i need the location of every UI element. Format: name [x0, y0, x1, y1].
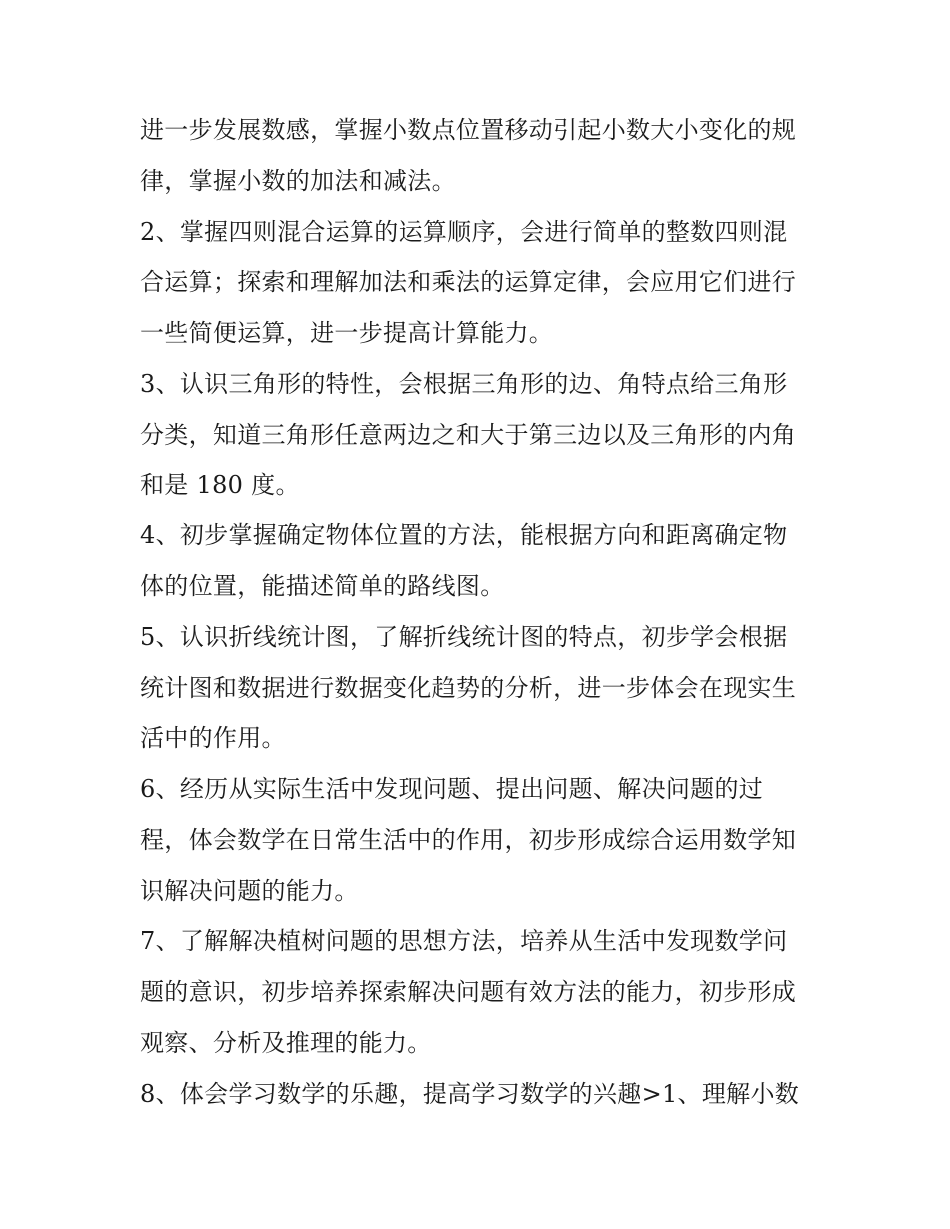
text-line-13: 活中的作用。: [140, 724, 286, 752]
text-line-2: 律，掌握小数的加法和减法。: [140, 167, 456, 195]
text-line-19: 观察、分析及推理的能力。: [140, 1029, 432, 1057]
text-line-16: 识解决问题的能力。: [140, 877, 359, 905]
text-line-3: 2、掌握四则混合运算的运算顺序，会进行简单的整数四则混: [140, 218, 788, 246]
text-line-11: 5、认识折线统计图，了解折线统计图的特点，初步学会根据: [140, 623, 788, 651]
text-line-12: 统计图和数据进行数据变化趋势的分析，进一步体会在现实生: [140, 674, 797, 702]
text-line-9: 4、初步掌握确定物体位置的方法，能根据方向和距离确定物: [140, 521, 788, 549]
text-line-6: 3、认识三角形的特性，会根据三角形的边、角特点给三角形: [140, 370, 788, 398]
text-line-14: 6、经历从实际生活中发现问题、提出问题、解决问题的过: [140, 775, 764, 803]
text-line-10: 体的位置，能描述简单的路线图。: [140, 572, 505, 600]
text-line-7: 分类，知道三角形任意两边之和大于第三边以及三角形的内角: [140, 421, 797, 449]
text-line-8: 和是 180 度。: [140, 471, 300, 499]
text-line-17: 7、了解解决植树问题的思想方法，培养从生活中发现数学问: [140, 927, 788, 955]
text-line-5: 一些简便运算，进一步提高计算能力。: [140, 319, 554, 347]
text-line-18: 题的意识，初步培养探索解决问题有效方法的能力，初步形成: [140, 978, 797, 1006]
text-line-4: 合运算；探索和理解加法和乘法的运算定律，会应用它们进行: [140, 268, 797, 296]
text-line-15: 程，体会数学在日常生活中的作用，初步形成综合运用数学知: [140, 826, 797, 854]
text-line-1: 进一步发展数感，掌握小数点位置移动引起小数大小变化的规: [140, 116, 797, 144]
text-line-20: 8、体会学习数学的乐趣，提高学习数学的兴趣>1、理解小数: [140, 1080, 800, 1108]
